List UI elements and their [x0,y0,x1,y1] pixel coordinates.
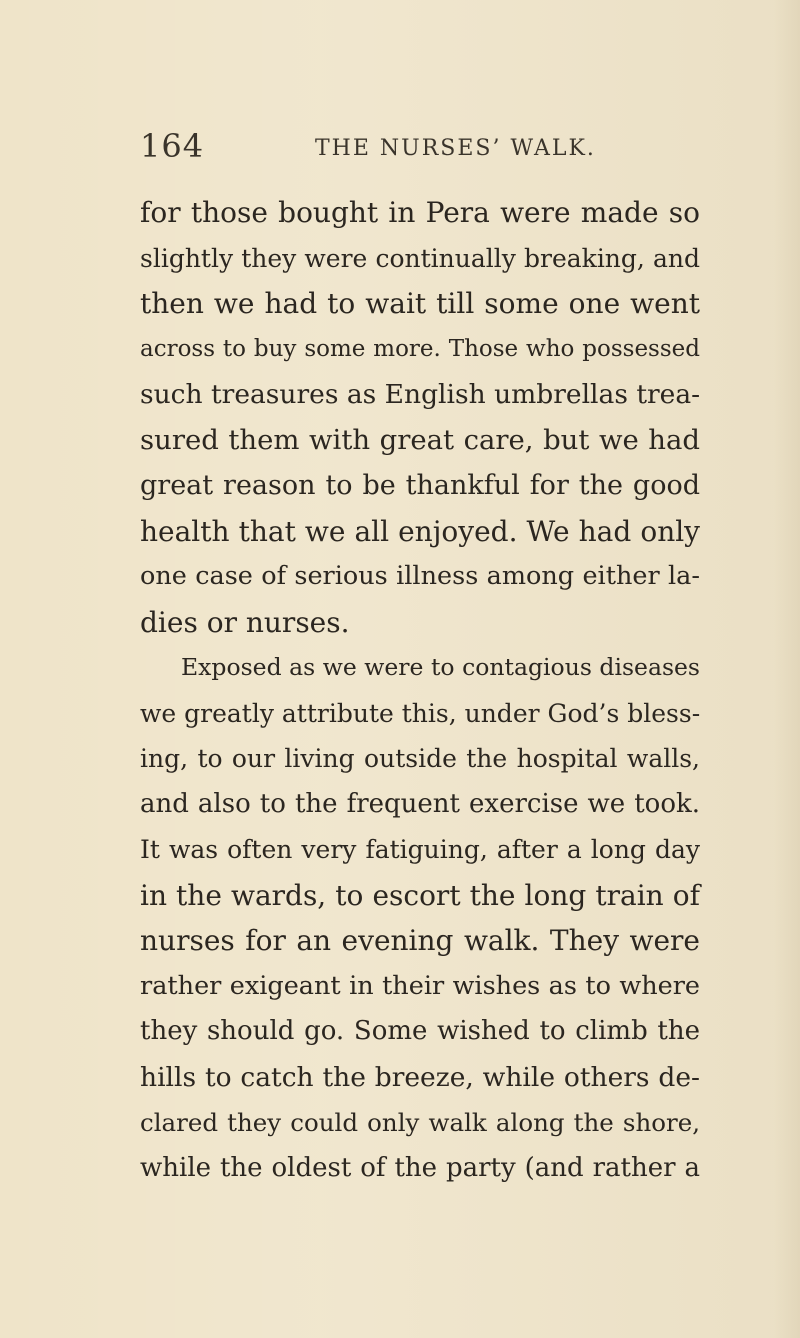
body-text [140,190,700,1191]
page-header [140,126,700,166]
text-line: such treasures as English umbrellas trea- [140,379,701,410]
text-line: dies or nurses. [140,605,350,639]
text-line: across to buy some more. Those who possessed [140,335,700,362]
text-line: and also to the frequent exercise we took. [140,788,700,819]
text-line: ing, to our living outside the hospital walls, [140,744,700,773]
text-line: one case of serious illness among either la- [140,561,700,591]
text-line: clared they could only walk along the shore, [140,1108,700,1137]
paragraph-start-line: Exposed as we were to contagious diseases [181,653,700,681]
text-line: It was often very fatiguing, after a long day [140,835,700,864]
text-line: we greatly attribute this, under God’s bless- [140,698,701,728]
text-line: in the wards, to escort the long train of [140,878,700,912]
text-line: slightly they were continually breaking, and [140,243,700,273]
text-line: then we had to wait till some one went [140,287,700,320]
text-line: while the oldest of the party (and rather a [140,1152,700,1183]
text-line: great reason to be thankful for the good [140,470,700,501]
page-number: 164 [140,127,205,165]
text-line: they should go. Some wished to climb the [140,1016,700,1046]
page-edge-shadow [774,0,800,1338]
text-line: hills to catch the breeze, while others de- [140,1061,700,1093]
text-line: nurses for an evening walk. They were [140,924,700,957]
text-line: sured them with great care, but we had [140,423,700,456]
running-head: THE NURSES’ WALK. [315,136,596,161]
text-line: rather exigeant in their wishes as to where [140,970,700,1001]
text-line: for those bought in Pera were made so [140,196,700,229]
text-line: health that we all enjoyed. We had only [140,514,700,548]
